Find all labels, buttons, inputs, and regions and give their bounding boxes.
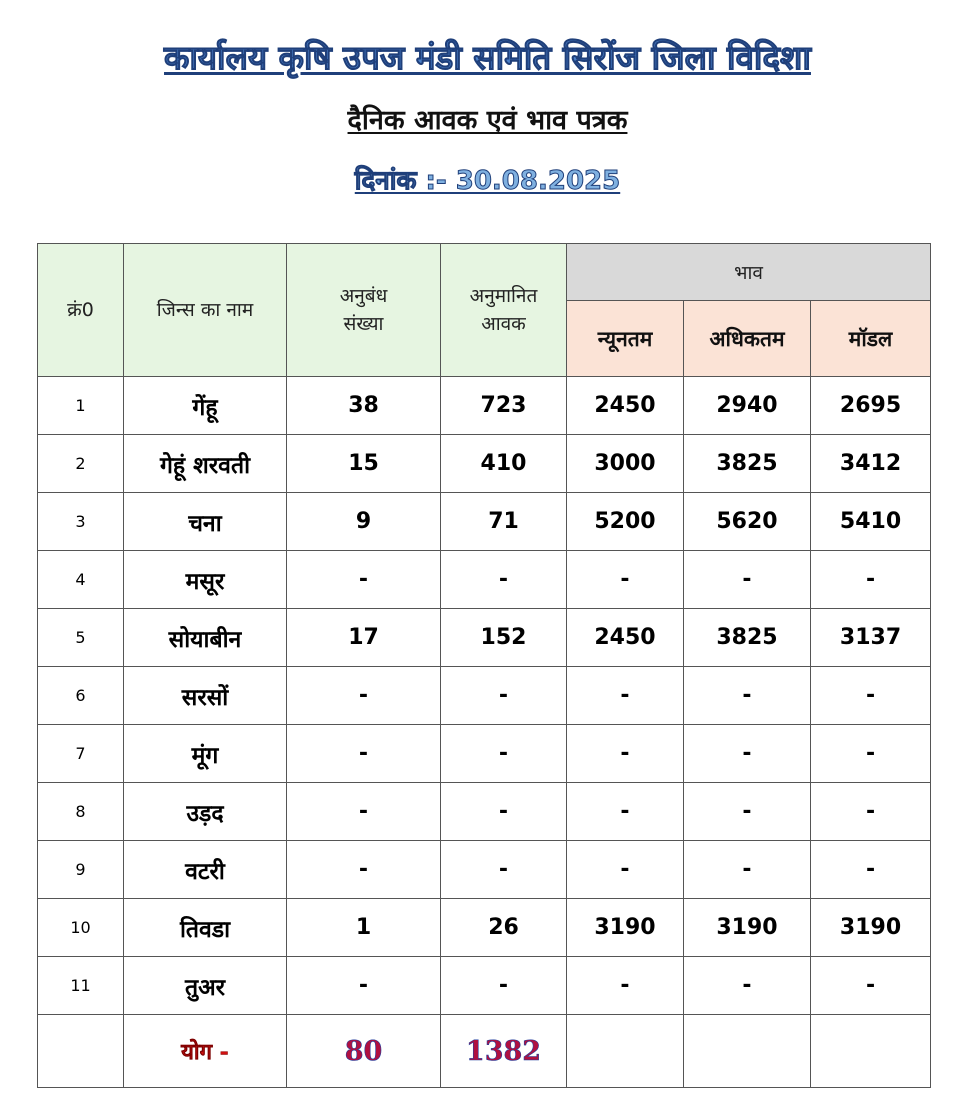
cell-serial: 11 — [38, 957, 124, 1015]
cell-arrival: - — [441, 725, 567, 783]
cell-arrival: 152 — [441, 609, 567, 667]
cell-modal-price: - — [811, 841, 931, 899]
total-row — [38, 1015, 931, 1088]
table-row — [38, 377, 931, 435]
cell-contracts: - — [287, 551, 441, 609]
cell-arrival: - — [441, 783, 567, 841]
cell-serial: 9 — [38, 841, 124, 899]
cell-serial: 10 — [38, 899, 124, 957]
cell-total-empty — [38, 1015, 124, 1088]
table-row — [38, 725, 931, 783]
table-row — [38, 551, 931, 609]
cell-total-empty — [567, 1015, 684, 1088]
cell-min-price: - — [567, 667, 684, 725]
cell-modal-price: 5410 — [811, 493, 931, 551]
cell-serial: 1 — [38, 377, 124, 435]
table-row — [38, 783, 931, 841]
cell-max-price: 2940 — [684, 377, 811, 435]
cell-crop-name: तिवडा — [124, 899, 287, 957]
cell-max-price: - — [684, 667, 811, 725]
cell-max-price: 3825 — [684, 435, 811, 493]
cell-contracts: - — [287, 783, 441, 841]
cell-max-price: - — [684, 725, 811, 783]
page-title: कार्यालय कृषि उपज मंडी समिति सिरोंज जिला विदिशा — [164, 38, 811, 77]
cell-max-price: - — [684, 841, 811, 899]
cell-contracts: - — [287, 957, 441, 1015]
header-crop-name: जिन्स का नाम — [124, 244, 287, 377]
cell-crop-name: मूंग — [124, 725, 287, 783]
cell-crop-name: गेहूं शरवती — [124, 435, 287, 493]
table-row — [38, 493, 931, 551]
cell-arrival: - — [441, 841, 567, 899]
cell-crop-name: उड़द — [124, 783, 287, 841]
table-row — [38, 609, 931, 667]
cell-arrival: 71 — [441, 493, 567, 551]
header-min-price: न्यूनतम — [567, 301, 684, 377]
header-modal-price: मॉडल — [811, 301, 931, 377]
cell-serial: 6 — [38, 667, 124, 725]
cell-min-price: 3190 — [567, 899, 684, 957]
page-subtitle: दैनिक आवक एवं भाव पत्रक — [347, 105, 628, 136]
cell-contracts: 15 — [287, 435, 441, 493]
cell-min-price: 2450 — [567, 377, 684, 435]
cell-contracts: - — [287, 841, 441, 899]
cell-arrival: 723 — [441, 377, 567, 435]
table-row — [38, 667, 931, 725]
cell-serial: 2 — [38, 435, 124, 493]
header-estimated-arrival-label: अनुमानित आवक — [469, 285, 538, 335]
cell-contracts: - — [287, 725, 441, 783]
report-date: दिनांक :- 30.08.2025 — [354, 166, 621, 196]
cell-arrival: - — [441, 667, 567, 725]
header-contract-count — [287, 244, 441, 377]
cell-crop-name: गेंहू — [124, 377, 287, 435]
cell-crop-name: सरसों — [124, 667, 287, 725]
cell-serial: 5 — [38, 609, 124, 667]
arrival-price-table — [37, 243, 931, 1088]
cell-min-price: - — [567, 783, 684, 841]
total-label: योग - — [124, 1015, 287, 1088]
cell-modal-price: - — [811, 957, 931, 1015]
cell-modal-price: 3412 — [811, 435, 931, 493]
table-row — [38, 841, 931, 899]
cell-total-empty — [684, 1015, 811, 1088]
cell-arrival: - — [441, 957, 567, 1015]
cell-min-price: - — [567, 551, 684, 609]
cell-max-price: 5620 — [684, 493, 811, 551]
cell-min-price: - — [567, 725, 684, 783]
cell-max-price: - — [684, 783, 811, 841]
cell-serial: 8 — [38, 783, 124, 841]
total-contracts: 80 — [287, 1015, 441, 1088]
header-price-group: भाव — [567, 244, 931, 301]
cell-modal-price: - — [811, 551, 931, 609]
cell-arrival: 410 — [441, 435, 567, 493]
header-max-price: अधिकतम — [684, 301, 811, 377]
cell-crop-name: सोयाबीन — [124, 609, 287, 667]
cell-max-price: - — [684, 551, 811, 609]
cell-contracts: 9 — [287, 493, 441, 551]
cell-contracts: 17 — [287, 609, 441, 667]
cell-modal-price: - — [811, 667, 931, 725]
total-arrival: 1382 — [441, 1015, 567, 1088]
cell-arrival: 26 — [441, 899, 567, 957]
table-row — [38, 899, 931, 957]
cell-serial: 3 — [38, 493, 124, 551]
cell-contracts: 38 — [287, 377, 441, 435]
cell-contracts: - — [287, 667, 441, 725]
cell-serial: 7 — [38, 725, 124, 783]
table-row — [38, 957, 931, 1015]
cell-min-price: 2450 — [567, 609, 684, 667]
cell-total-empty — [811, 1015, 931, 1088]
cell-modal-price: 3137 — [811, 609, 931, 667]
table-row — [38, 435, 931, 493]
cell-modal-price: 2695 — [811, 377, 931, 435]
cell-crop-name: वटरी — [124, 841, 287, 899]
header-serial: क्रं0 — [38, 244, 124, 377]
cell-min-price: - — [567, 841, 684, 899]
cell-crop-name: मसूर — [124, 551, 287, 609]
cell-crop-name: चना — [124, 493, 287, 551]
cell-modal-price: 3190 — [811, 899, 931, 957]
cell-modal-price: - — [811, 725, 931, 783]
cell-min-price: - — [567, 957, 684, 1015]
cell-min-price: 3000 — [567, 435, 684, 493]
cell-min-price: 5200 — [567, 493, 684, 551]
cell-max-price: 3190 — [684, 899, 811, 957]
cell-max-price: - — [684, 957, 811, 1015]
cell-contracts: 1 — [287, 899, 441, 957]
cell-serial: 4 — [38, 551, 124, 609]
header-contract-count-label: अनुबंध संख्या — [339, 285, 388, 335]
cell-modal-price: - — [811, 783, 931, 841]
cell-max-price: 3825 — [684, 609, 811, 667]
cell-crop-name: तुअर — [124, 957, 287, 1015]
cell-arrival: - — [441, 551, 567, 609]
header-estimated-arrival — [441, 244, 567, 377]
